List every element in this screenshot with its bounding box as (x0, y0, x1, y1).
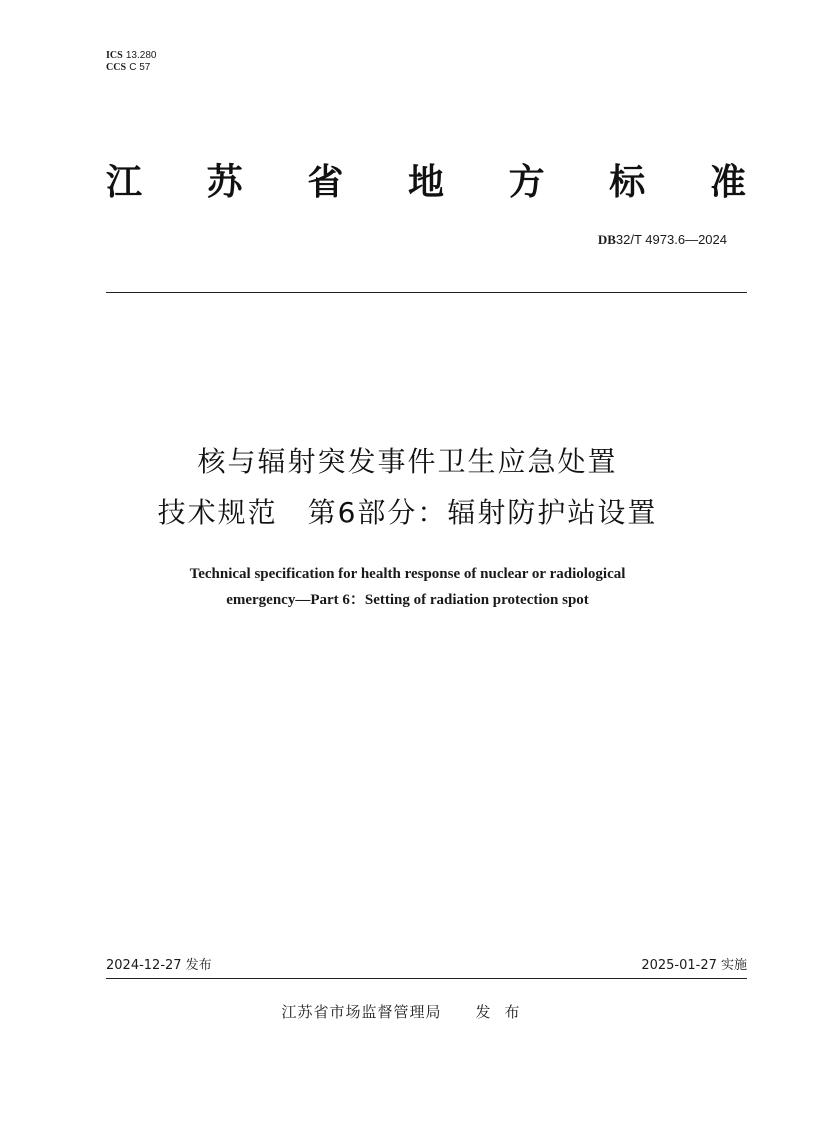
heading-char: 准 (709, 161, 746, 203)
publisher-action: 发布 (475, 1003, 534, 1021)
ccs-label: CCS (106, 62, 127, 73)
chinese-title-line-2: 技术规范 第6部分：辐射防护站设置 (157, 496, 658, 529)
heading-char: 标 (609, 161, 646, 203)
publisher-organization: 江苏省市场监督管理局 (281, 1003, 442, 1021)
ics-label: ICS (106, 50, 123, 61)
standard-number-code: 32/T 4973.6—2024 (615, 232, 727, 247)
heading-char: 苏 (206, 161, 243, 203)
heading-char: 省 (307, 161, 344, 203)
standard-number-prefix: DB (597, 232, 616, 247)
english-title-line-2: emergency—Part 6：Setting of radiation protection spot (226, 592, 589, 608)
publisher-line (0, 1001, 815, 1023)
heading-char: 地 (407, 161, 444, 203)
heading-char: 方 (508, 161, 545, 203)
heading-char: 江 (106, 161, 143, 203)
header-divider (106, 292, 747, 293)
standard-type-heading (106, 160, 746, 204)
ics-code (106, 50, 156, 62)
issue-date: 2024-12-27 发布 (106, 958, 212, 973)
ccs-code (106, 62, 156, 74)
chinese-title-line-1: 核与辐射突发事件卫生应急处置 (197, 445, 618, 478)
ccs-value: C 57 (129, 62, 151, 73)
classification-codes (106, 50, 156, 74)
english-title-line-1: Technical specification for health response of nuclear or radiological (189, 566, 626, 582)
implementation-date: 2025-01-27 实施 (641, 958, 747, 973)
footer-divider (106, 978, 747, 979)
standard-number (598, 231, 727, 250)
ics-value: 13.280 (125, 50, 157, 61)
